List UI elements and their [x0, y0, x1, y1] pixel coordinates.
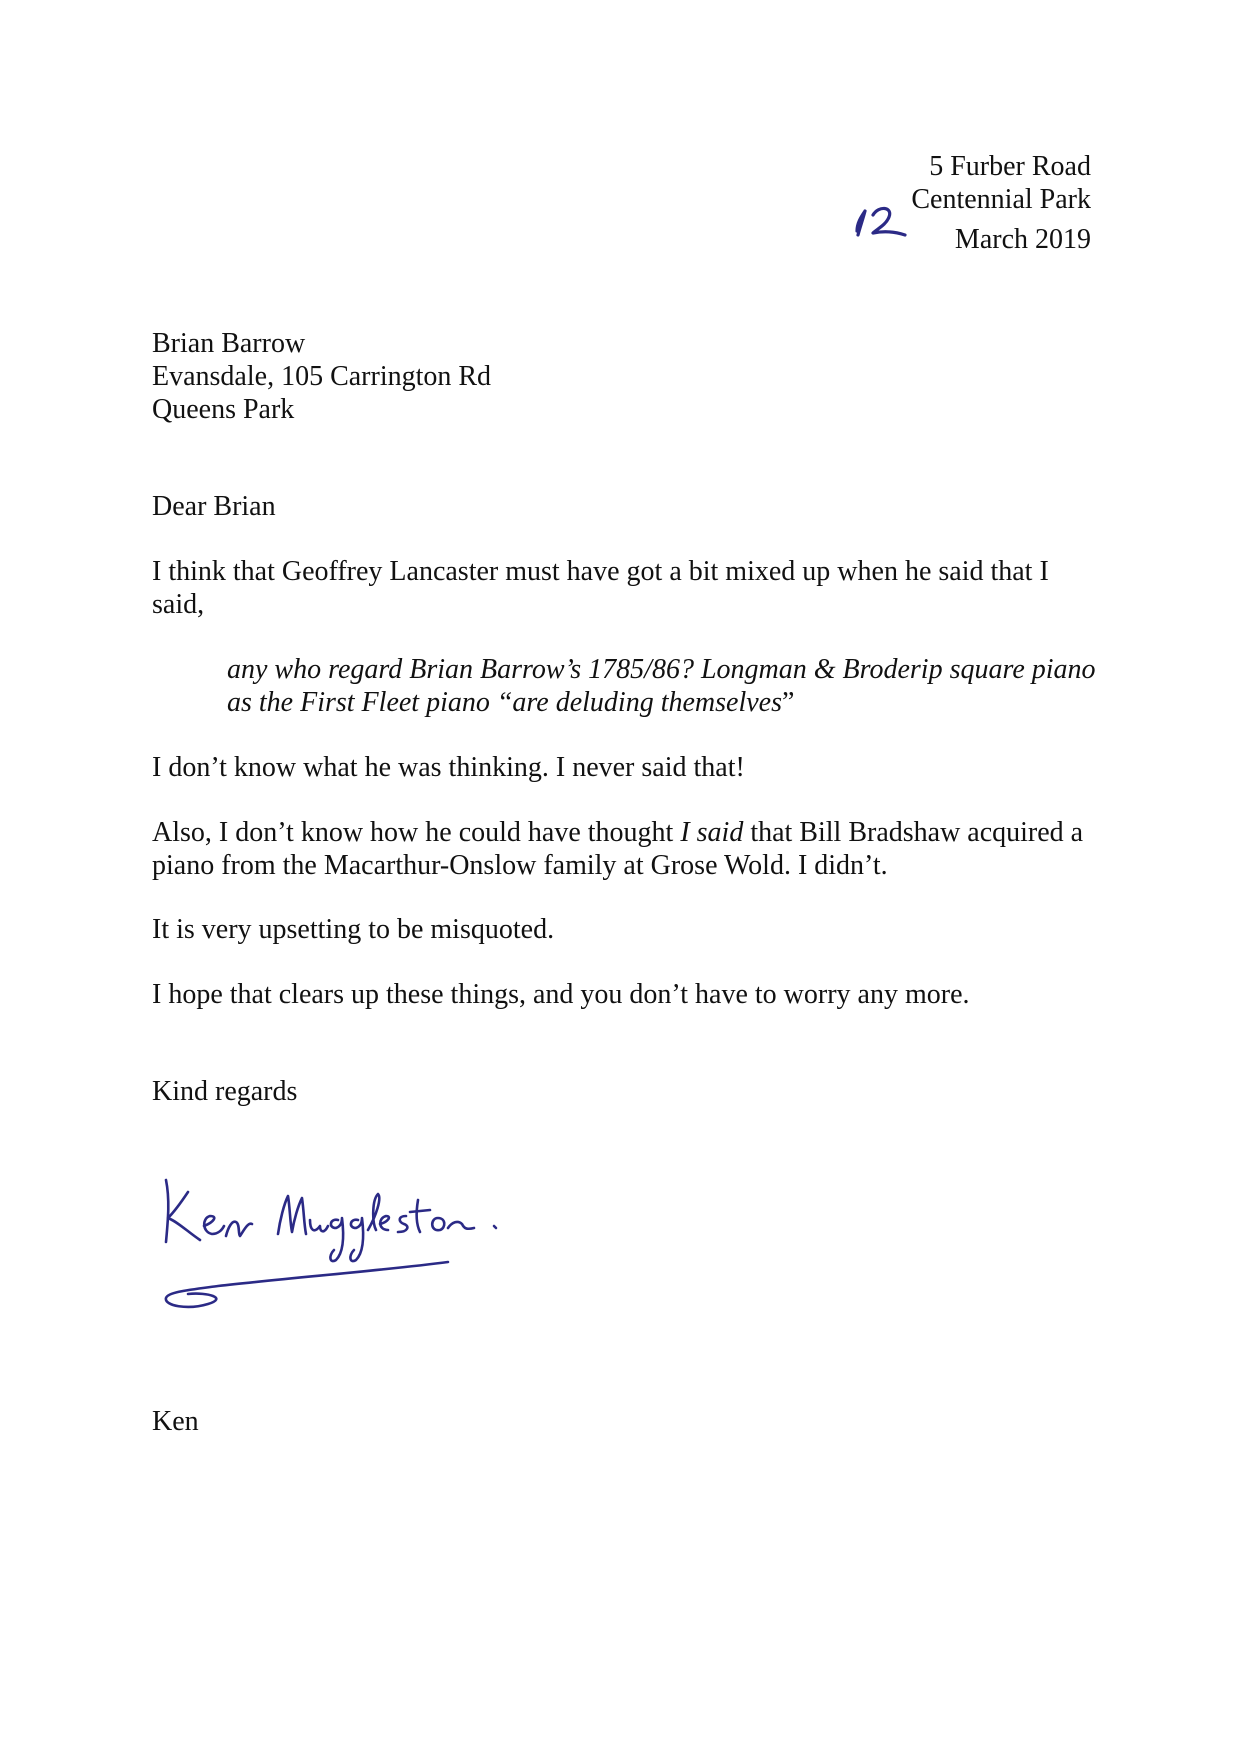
date-text: March 2019 — [954, 224, 1091, 255]
recipient-name: Brian Barrow — [152, 328, 306, 359]
recipient-street: Evansdale, 105 Carrington Rd — [152, 361, 492, 392]
quoted-passage — [227, 653, 1107, 719]
paragraph-3-start: Also, I don’t know how he could have thought — [152, 817, 681, 848]
paragraph-3-end: that Bill Bradshaw acquired a piano from the Macarthur-Onslow family at Grose Wold. I didn’t. — [152, 817, 1084, 881]
paragraph-4: It is very upsetting to be misquoted. — [152, 914, 555, 945]
recipient-address — [152, 327, 491, 426]
handwritten-signature — [148, 1160, 548, 1310]
handwritten-day-12 — [851, 201, 909, 241]
paragraph-3-emphasis: I said — [680, 817, 744, 848]
sender-suburb: Centennial Park — [911, 184, 1091, 215]
paragraph-2: I don’t know what he was thinking. I never said that! — [152, 752, 745, 783]
quote-text: any who regard Brian Barrow’s 1785/86? Longman & Broderip square piano as the First Fleet piano “are deluding themselves — [227, 654, 1096, 718]
signoff: Ken — [152, 1406, 199, 1437]
quote-closing-mark: ” — [781, 687, 795, 718]
sender-address — [911, 150, 1091, 256]
paragraph-3 — [152, 816, 1092, 882]
letter-date — [911, 223, 1091, 256]
recipient-suburb: Queens Park — [152, 394, 295, 425]
greeting: Dear Brian — [152, 491, 276, 522]
paragraph-1: I think that Geoffrey Lancaster must have got a bit mixed up when he said that I said, — [152, 556, 1049, 620]
closing: Kind regards — [152, 1076, 298, 1107]
sender-street: 5 Furber Road — [929, 151, 1091, 182]
paragraph-5: I hope that clears up these things, and you don’t have to worry any more. — [152, 979, 970, 1010]
